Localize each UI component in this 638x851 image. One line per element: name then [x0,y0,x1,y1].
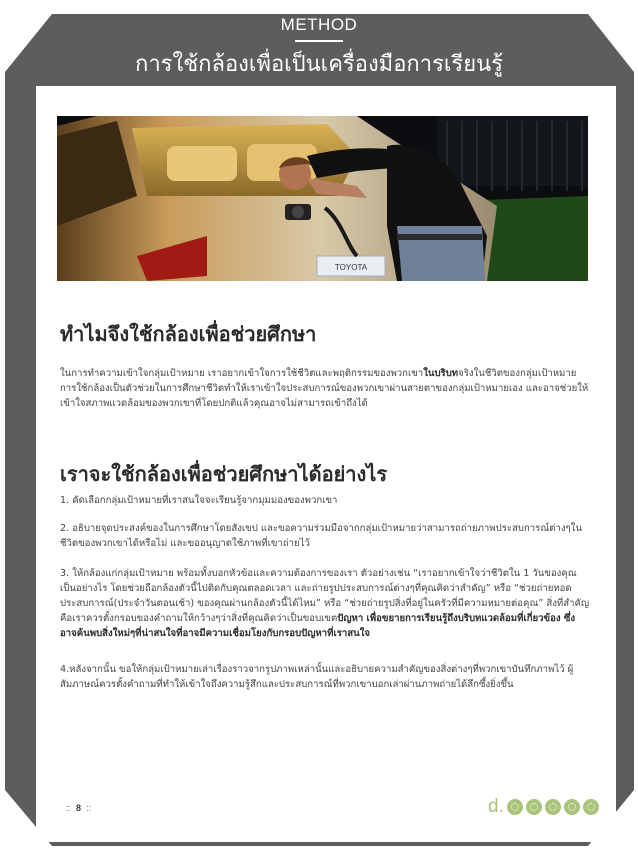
header-rule [295,40,343,42]
brand-flower-icon [526,799,542,815]
text-run-bold: ปัญหา เพื่อขยายการเรียนรู้ถึงบริบทแวดล้อมที่เกี่ยวข้อง ซึ่งอาจค้นพบสิ่งใหม่ๆที่น่าสนใจที่อาจมีความเชื่อมโยงกับกรอบปัญหาที่เราสนใจ [60,613,576,639]
step-3 [60,566,590,641]
brand-flower-icon [583,799,599,815]
text-run: ในการทำความเข้าใจกลุ่มเป้าหมาย เราอยากเข้าใจการใช้ชีวิตและพฤติกรรมของพวกเขา [60,368,424,379]
content-panel-top [36,86,616,116]
text-run: 3. ให้กล้องแก่กลุ่มเป้าหมาย พร้อมทั้งบอกหัวข้อและความต้องการของเรา ตัวอย่างเช่น “เราอยากเข้าใจว่าชีวิตใน 1 วันของคุณเป็นอย่างไร โดยช่วยถือกล้องตัวนี้ไปติดกับคุณตลอดเวลา และถ่ายรูปประสบการณ์ต่างๆที่คุณคิดว่าสำคัญ” หรือ “ช่วยถ่ายทอดประสบการณ์(ประจำวันตอนเช้า) ของคุณผ่านกล้องตัวนี้ได้ไหม” หรือ “ช่วยถ่ายรูปสิ่งที่อยู่ในครัวที่มีความหมายต่อคุณ” สิ่งที่สำคัญคือเราควรตั้งกรอบของคำถามให้กว้างๆว่าสิ่งที่คุณคิดว่าเป็นขอบเขต [60,568,590,624]
photo-man-photographing-car-trunk [57,116,588,281]
brand-flower-icon [545,799,561,815]
section-heading-why: ทำไมจึงใช้กล้องเพื่อช่วยศึกษา [60,322,317,346]
step-2: 2. อธิบายจุดประสงค์ของในการศึกษาโดยสังเขป และขอความร่วมมือจากกลุ่มเป้าหมายว่าสามารถถ่ายภาพประสบการณ์ต่างๆในชีวิตของพวกเขาได้หรือไม่ และขออนุญาตใช้ภาพที่เขาถ่ายไว้ [60,523,582,549]
page-number [66,803,91,813]
page-title: การใช้กล้องเพื่อเป็นเครื่องมือการเรียนรู้ [135,52,503,77]
page-number-suffix: :: [86,803,92,813]
text-run-bold: ในบริบท [423,368,459,379]
section-label: METHOD [280,15,358,34]
section-heading-how: เราจะใช้กล้องเพื่อช่วยศึกษาได้อย่างไร [60,462,388,486]
text-run: จริงในชีวิตของกลุ่มเป้าหมาย การใช้กล้องเป็นตัวช่วยในการศึกษาชีวิตทำให้เราเข้าใจประสบการณ์ของพวกเขาผ่านสายตาของกลุ่มเป้าหมายเอง และอาจช่วยให้เข้าใจสภาพแวดล้อมของพวกเขาที่โดยปกติแล้วคุณอาจไม่สามารถเข้าถึงได้ [60,368,589,409]
page-number-prefix: :: [66,803,72,813]
page-header [0,14,638,80]
step-1: 1. คัดเลือกกลุ่มเป้าหมายที่เราสนใจจะเรียนรู้จากมุมมองของพวกเขา [60,495,338,506]
brand-flower-icon [564,799,580,815]
brand-letter: d. [488,796,504,817]
paragraph-why [60,366,590,411]
step-4: 4.หลังจากนั้น ขอให้กลุ่มเป้าหมายเล่าเรื่องราวจากรูปภาพเหล่านั้นและอธิบายความสำคัญของสิ่งต่างๆที่พวกเขาบันทึกภาพไว้ ผู้สัมภาษณ์ควรตั้งคำถามที่ทำให้เข้าใจถึงความรู้สึกและประสบการณ์ที่พวกเขาบอกเล่าผ่านภาพถ่ายได้ลึกซึ้งยิ่งขึ้น [60,664,574,690]
brand-logo [488,796,599,818]
license-plate-text: TOYOTA [334,263,368,272]
page-number-value: 8 [76,803,82,813]
brand-flower-icon [507,799,523,815]
